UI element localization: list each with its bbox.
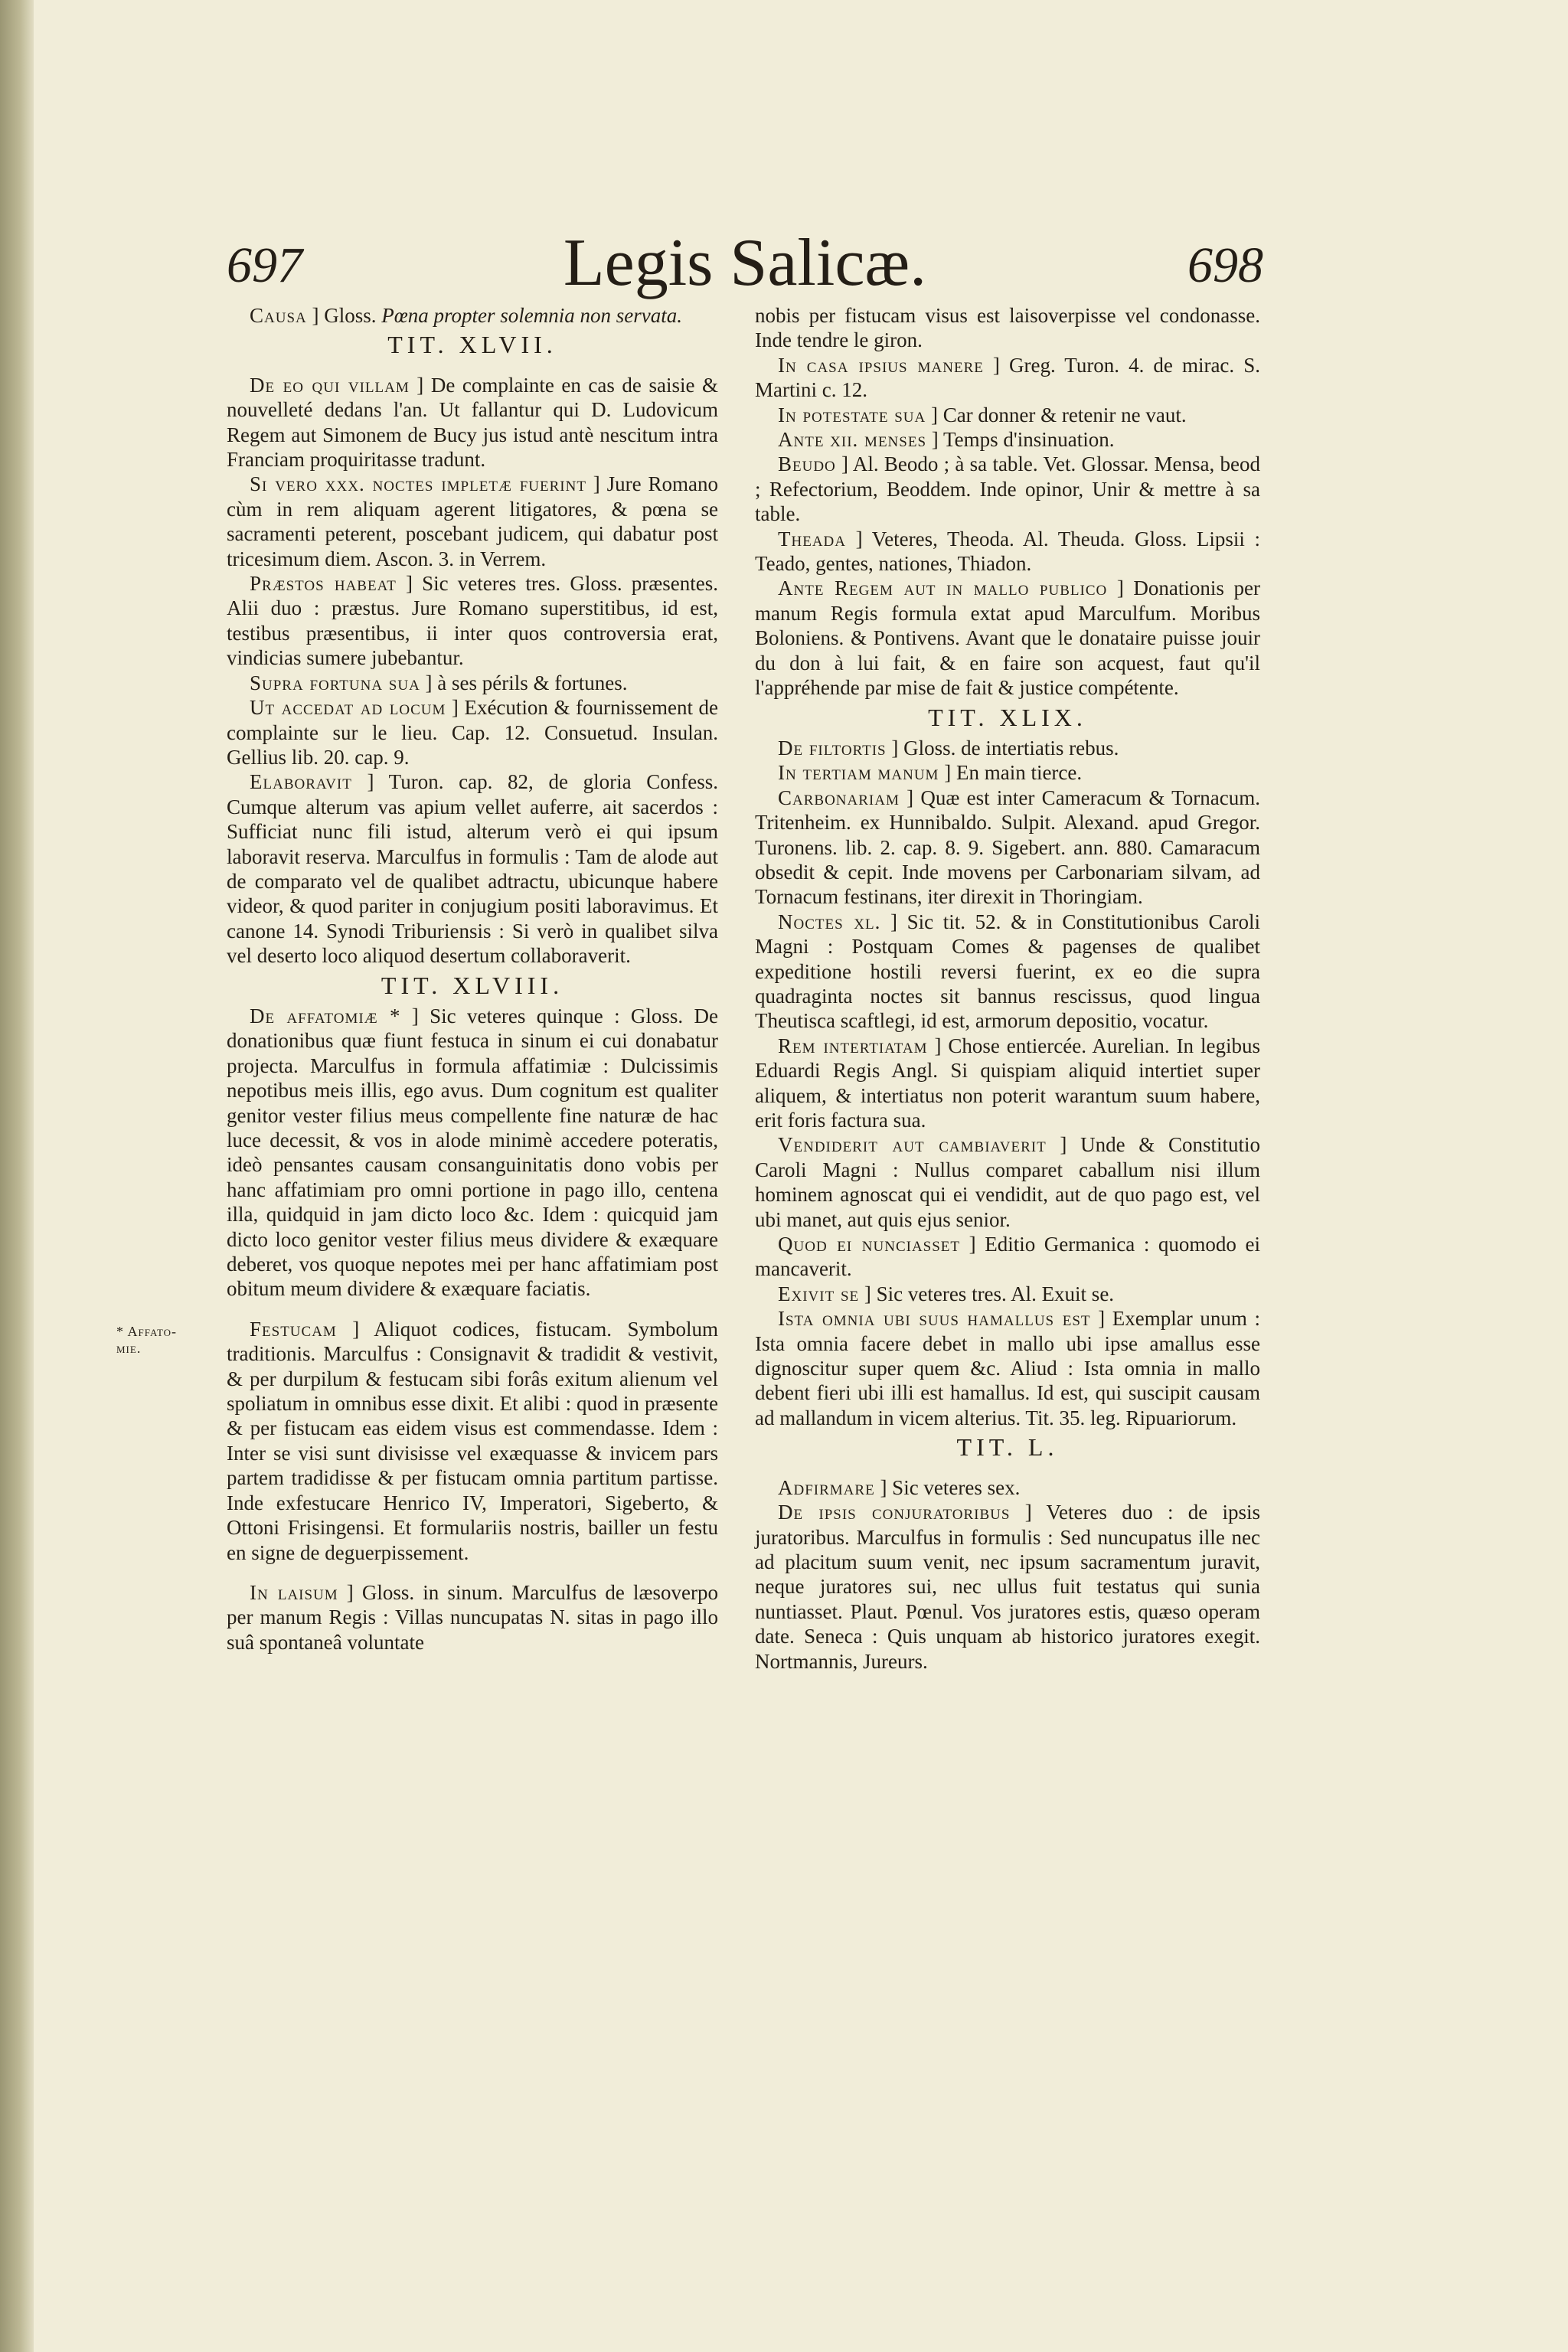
entry-commentary: ] Chose entiercée. Aurelian. In legibus Eduardi Regis Angl. Si quispiam aliquid intertiet super aliquem, & intertiatus non poterit warantum suum habere, erit foris factura sua. (755, 1034, 1260, 1132)
entry-commentary: ] Greg. Turon. 4. de mirac. S. Martini c. 12. (755, 353, 1260, 402)
right-paragraph (755, 427, 1260, 452)
title-heading: TIT. XLIX. (928, 703, 1087, 731)
entry-lemma: De filtortis (778, 736, 887, 760)
left-paragraph (227, 472, 718, 571)
left-paragraph (227, 303, 718, 328)
entry-commentary: ] En main tierce. (939, 761, 1083, 785)
entry-commentary: ] Gloss. de intertiatis rebus. (886, 736, 1119, 760)
entry-lemma: De affatomiæ * (250, 1004, 401, 1027)
entry-commentary: ] Turon. cap. 82, de gloria Confess. Cumque alterum vas apium vellet auferre, ait sacerdos : Sufficiat nunc fili istud, alterum verò ei qui ipsum laboravit reserva. Marculfus in formulis : Tam de alode aut de comparato vel de qualibet adtractu, ubicunque habere videor, & quod pariter in conjugium positi laboravimus. Et canone 14. Synodi Triburiensis : Si verò in qualibet silva vel deserto loco aliquod desertum collaboraverit. (227, 770, 718, 968)
entry-lemma: Vendiderit aut cambiaverit (778, 1133, 1047, 1157)
entry-lemma: Elaboravit (250, 770, 352, 794)
entry-lemma: Exivit se (778, 1282, 860, 1305)
right-paragraph (755, 1306, 1260, 1430)
entry-lemma: Præstos habeat (250, 572, 397, 596)
right-paragraph (755, 1232, 1260, 1282)
entry-lemma: Rem intertiatam (778, 1034, 928, 1057)
page-header (227, 226, 1263, 314)
right-paragraph (755, 303, 1260, 353)
right-paragraph (755, 1034, 1260, 1133)
entry-commentary: ] Veteres duo : de ipsis juratoribus. Marculfus in formulis : Sed nuncupatus ille nec ad placitum suum venit, nec ipsum sacramentum juravit, neque juratores sui, nec ullus fuit testatus qui sunia nuntiasset. Plaut. Pœnul. Vos juratores estis, quæso operam date. Seneca : Quis unquam ab historico juratores exegit. Nortmannis, Jureurs. (755, 1501, 1260, 1673)
entry-lemma: Adfirmare (778, 1475, 875, 1499)
left-paragraph (227, 1004, 718, 1302)
entry-commentary: ] à ses périls & fortunes. (420, 671, 628, 694)
entry-lemma: Carbonariam (778, 786, 900, 809)
entry-commentary: nobis per fistucam visus est laisoverpisse vel condonasse. Inde tendre le giron. (755, 304, 1260, 352)
right-paragraph (755, 1132, 1260, 1232)
entry-commentary: ] Veteres, Theoda. Al. Theuda. Gloss. Lipsii : Teado, gentes, nationes, Thiadon. (755, 527, 1260, 576)
running-title: Legis Salicæ. (563, 226, 927, 300)
right-paragraph (755, 736, 1260, 760)
left-paragraph (227, 769, 718, 968)
right-paragraph (755, 1282, 1260, 1306)
entry-lemma: Festucam (250, 1317, 337, 1341)
right-paragraph (755, 1475, 1260, 1500)
entry-lemma: Ante Regem aut in mallo publico (778, 577, 1108, 600)
title-heading: TIT. XLVII. (387, 331, 557, 359)
entry-commentary: ] Aliquot codices, fistucam. Symbolum traditionis. Marculfus : Consignavit & tradidit & vestivit, & per durpilum & festucam sibi forâs exitum alienum vel spoliatum in omnibus esse dixit. Et alibi : quod in præsente & per fistucam eas eidem visus est commendasse. Idem : Inter se visi sunt divisisse vel exæquasse & invicem pars partem tradidisse & per fistucam omnia partitum partisse. Inde exfestucare Henrico IV, Imperatori, Sigeberto, & Ottoni Frisingensi. Et formulariis nostris, bailler un festu en signe de deguerpissement. (227, 1317, 718, 1564)
entry-lemma: In potestate sua (778, 403, 926, 426)
right-paragraph (755, 910, 1260, 1034)
entry-commentary: ] Sic veteres quinque : Gloss. De donationibus quæ fiunt festuca in sinum ei cui donabatur projecta. Marculfus in formula affatimiæ : Dulcissimis nepotibus meis illis, ego avus. Dum cognitum est qualiter genitor vester filius meus compellente fine naturæ de hac luce decessit, & vos in alode minimè accedere poteratis, ideò pensantes causam consanguinitatis dono vobis per hanc affatimiam pro omni portione in pago illo, centena illa, quidquid in jam dicto loco &c. Idem : quicquid jam dicto loco genitor vester filius meus dividere & exæquare deberet, vos quoque nepotes mei per hanc affatimiam post obitum meum dividere & exæquare faciatis. (227, 1004, 719, 1301)
title-heading: TIT. XLVIII. (381, 971, 564, 999)
left-column (227, 303, 718, 1655)
entry-lemma: De ipsis conjuratoribus (778, 1501, 1011, 1524)
entry-lemma: In laisum (250, 1580, 338, 1604)
margin-note (116, 1323, 208, 1357)
right-paragraph (755, 452, 1260, 526)
entry-commentary: ] Car donner & retenir ne vaut. (926, 403, 1187, 426)
entry-commentary: ] Gloss. in sinum. Marculfus de læsoverpo per manum Regis : Villas nuncupatas N. sitas in pago illo suâ spontaneâ voluntate (227, 1580, 718, 1654)
right-paragraph (755, 1500, 1260, 1674)
entry-lemma: De eo qui villam (250, 373, 410, 397)
entry-commentary: ] Gloss. (306, 304, 377, 327)
left-paragraph (227, 671, 718, 695)
entry-commentary: ] Al. Beodo ; à sa table. Vet. Glossar. Mensa, beod ; Refectorium, Beoddem. Inde opinor, Unir & mettre à sa table. (755, 452, 1260, 526)
entry-lemma: Ista omnia ubi suus hamallus est (778, 1307, 1091, 1331)
entry-lemma: Beudo (778, 452, 836, 476)
entry-lemma: Ante xii. menses (778, 428, 927, 452)
entry-commentary: ] Sic veteres sex. (874, 1475, 1021, 1499)
left-paragraph (227, 571, 718, 671)
margin-note-text: * Affato- mie. (116, 1324, 178, 1356)
right-paragraph (755, 760, 1260, 785)
right-paragraph (755, 353, 1260, 403)
right-column (755, 303, 1260, 1674)
entry-commentary: ] De complainte en cas de saisie & nouvelleté dedans l'an. Ut fallantur qui D. Ludovicum Regem aut Simonem de Bucy jus istud antè nescitum intra Franciam proquiritasse tradunt. (227, 373, 718, 472)
right-paragraph (755, 786, 1260, 910)
page-number-left: 697 (227, 237, 302, 293)
entry-commentary: ] Editio Germanica : quomodo ei mancaverit. (755, 1233, 1261, 1281)
entry-commentary-italic: Pœna propter solemnia non servata. (376, 304, 682, 327)
page-number-right: 698 (1187, 237, 1263, 293)
entry-commentary: ] Temps d'insinuation. (926, 428, 1115, 452)
entry-lemma: In tertiam manum (778, 761, 939, 785)
entry-lemma: Theada (778, 527, 846, 550)
right-paragraph (755, 576, 1260, 700)
entry-lemma: In casa ipsius manere (778, 353, 984, 377)
book-binding-edge (0, 0, 34, 2352)
entry-commentary: ] Sic veteres tres. Gloss. præsentes. Alii duo : præstus. Jure Romano superstitibus, id est, testibus præsentibus, ii inter quos controversia erat, vindicias sumere jubebantur. (227, 572, 718, 670)
entry-lemma: Supra fortuna sua (250, 671, 420, 694)
entry-lemma: Noctes xl. (778, 910, 881, 933)
entry-commentary: ] Exemplar unum : Ista omnia facere debet in mallo ubi ipse amallus esse dignoscitur super quem &c. Aliud : Ista omnia in mallo debent fieri ubi illi est hamallus. Id est, qui suscipit causam ad mallandum in vicem alterius. Tit. 35. leg. Ripuariorum. (755, 1307, 1260, 1429)
entry-lemma: Causa (250, 304, 307, 327)
entry-lemma: Quod ei nunciasset (778, 1233, 961, 1256)
entry-commentary: ] Exécution & fournissement de complainte sur le lieu. Cap. 12. Consuetud. Insulan. Gellius lib. 20. cap. 9. (227, 696, 718, 769)
left-paragraph (227, 373, 718, 472)
left-paragraph (227, 1317, 718, 1565)
title-heading: TIT. L. (956, 1433, 1059, 1462)
entry-lemma: Ut accedat ad locum (250, 696, 446, 720)
entry-commentary: ] Sic tit. 52. & in Constitutionibus Caroli Magni : Postquam Comes & pagenses de qualibet expeditione hostili reversi fuerint, ex eo die supra quadraginta noctes sit bannus rescissus, quod lingua Theutisca scaftlegi, id est, armorum depositio, vocatur. (755, 910, 1260, 1033)
right-paragraph (755, 403, 1260, 427)
left-paragraph (227, 1580, 718, 1655)
entry-lemma: Si vero xxx. noctes impletæ fuerint (250, 472, 586, 496)
right-paragraph (755, 527, 1260, 577)
entry-commentary: ] Unde & Constitutio Caroli Magni : Nullus comparet caballum nisi illum hominem agnoscat qui ei vendidit, aut de quo pago est, vel ubi manet, aut quis ejus senior. (755, 1133, 1260, 1231)
left-paragraph (227, 695, 718, 769)
entry-commentary: ] Sic veteres tres. Al. Exuit se. (859, 1282, 1115, 1305)
entry-commentary: ] Donationis per manum Regis formula extat apud Marculfum. Moribus Boloniens. & Pontivens. Avant que le donataire puisse jouir du don à lui fait, & en faire son acquest, faut qu'il l'appréhende par mise de fait & justice compétente. (755, 577, 1260, 700)
entry-commentary: ] Jure Romano cùm in rem aliquam agerent litigatores, & pœna se sacramenti peterent, poscebant judicem, qui dabatur post tricesimum diem. Ascon. 3. in Verrem. (227, 472, 719, 570)
entry-commentary: ] Quæ est inter Cameracum & Tornacum. Tritenheim. ex Hunnibaldo. Sulpit. Alexand. apud Gregor. Turonens. lib. 2. cap. 8. 9. Sigebert. ann. 880. Camaracum obsedit & cepit. Inde movens per Carbonariam silvam, ad Tornacum festinans, iter direxit in Thoringiam. (755, 786, 1260, 909)
